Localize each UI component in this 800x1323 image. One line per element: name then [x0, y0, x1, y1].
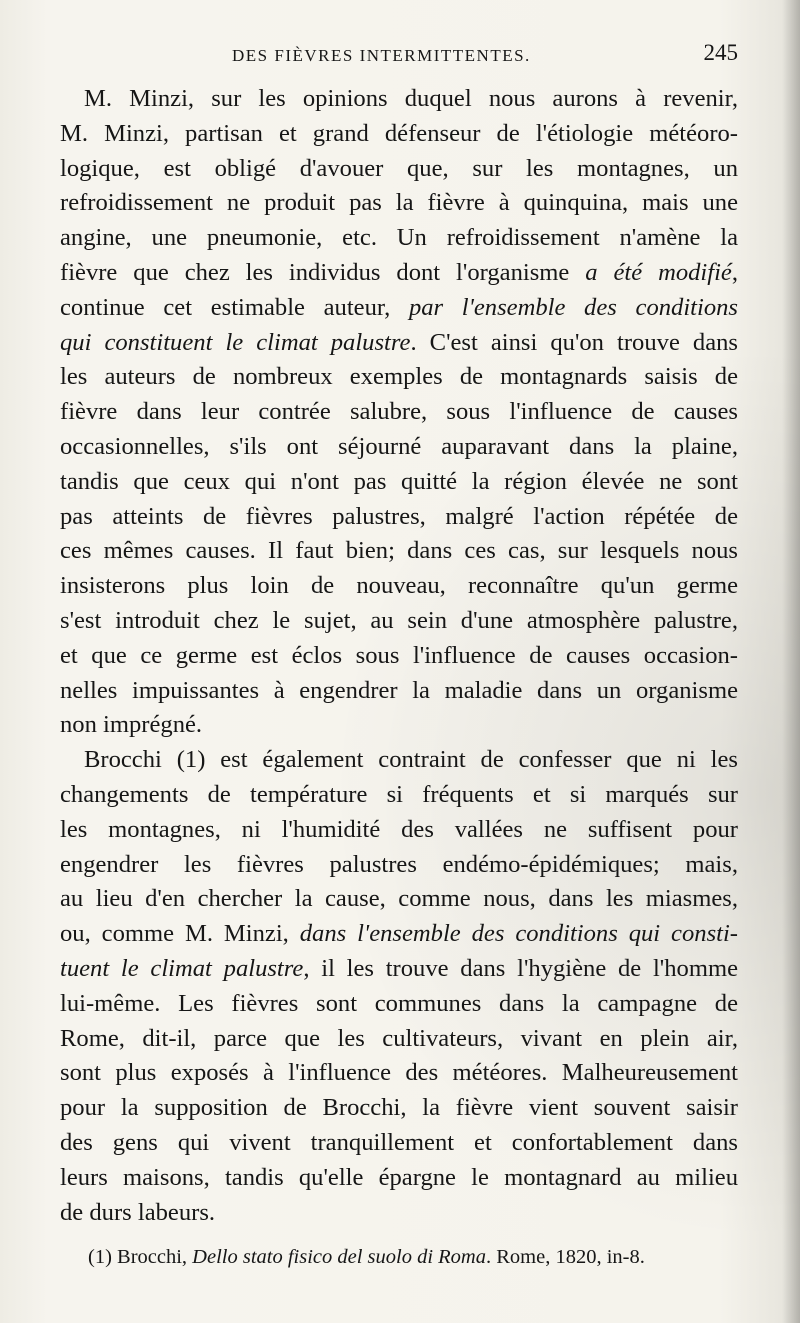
italic-span: qui constituent le climat palustre	[60, 328, 411, 356]
text-line	[60, 674, 738, 709]
page-edge-shadow	[782, 0, 800, 1323]
text-span: tandis que ceux qui n'ont pas quitté la région élevée ne sont	[60, 467, 738, 495]
text-line	[60, 778, 738, 813]
page-number: 245	[703, 40, 738, 65]
text-line	[60, 917, 738, 952]
text-span: au lieu d'en chercher la cause, comme nous, dans les miasmes,	[60, 885, 738, 913]
text-span: changements de température si fréquents et si marqués sur	[60, 780, 738, 808]
text-line	[60, 708, 738, 743]
text-span: fièvre que chez les individus dont l'organisme	[60, 258, 586, 286]
text-span: continue cet estimable auteur,	[60, 293, 409, 321]
text-line	[60, 952, 738, 987]
text-line	[60, 882, 738, 917]
text-line	[60, 534, 738, 569]
footnote-rest: . Rome, 1820, in-8.	[486, 1246, 645, 1268]
text-span: , il les trouve dans l'hygiène de l'homme	[303, 954, 738, 982]
text-line	[60, 604, 738, 639]
text-line	[60, 1056, 738, 1091]
body-text	[60, 82, 738, 1230]
text-span: non imprégné.	[60, 711, 203, 739]
text-span: angine, une pneumonie, etc. Un refroidissement n'amène la	[60, 224, 738, 252]
text-span: de durs labeurs.	[60, 1198, 216, 1226]
text-line	[60, 1091, 738, 1126]
text-line	[60, 1126, 738, 1161]
text-span: ces mêmes causes. Il faut bien; dans ces cas, sur lesquels nous	[60, 537, 738, 565]
text-line	[60, 639, 738, 674]
text-span: les auteurs de nombreux exemples de montagnards saisis de	[60, 363, 738, 391]
text-line	[60, 569, 738, 604]
text-span: des gens qui vivent tranquillement et confortablement dans	[60, 1128, 738, 1156]
text-span: sont plus exposés à l'influence des météores. Malheureusement	[60, 1059, 738, 1087]
text-span: Brocchi (1) est également contraint de confesser que ni les	[84, 746, 738, 774]
footnote-marker: (1) Brocchi,	[88, 1246, 193, 1268]
text-span: et que ce germe est éclos sous l'influence de causes occasion-	[60, 641, 738, 669]
text-line	[60, 500, 738, 535]
text-span: Rome, dit-il, parce que les cultivateurs, vivant en plein air,	[60, 1024, 738, 1052]
text-line	[60, 326, 738, 361]
text-line	[60, 117, 738, 152]
text-span: les montagnes, ni l'humidité des vallées ne suffisent pour	[60, 815, 738, 843]
text-span: pas atteints de fièvres palustres, malgré l'action répétée de	[60, 502, 738, 530]
page-header	[60, 36, 740, 76]
text-line	[60, 291, 738, 326]
text-line	[60, 1196, 738, 1231]
text-line	[60, 430, 738, 465]
text-span: pour la supposition de Brocchi, la fièvre vient souvent saisir	[60, 1094, 738, 1122]
text-line	[60, 360, 738, 395]
italic-span: tuent le climat palustre	[60, 954, 304, 982]
text-span: . C'est ainsi qu'on trouve dans	[410, 328, 738, 356]
text-line	[60, 813, 738, 848]
footnote-title: Dello stato fisico del suolo di Roma	[192, 1246, 486, 1268]
text-line	[60, 848, 738, 883]
text-span: occasionnelles, s'ils ont séjourné auparavant dans la plaine,	[60, 432, 738, 460]
text-line	[60, 1161, 738, 1196]
text-span: nelles impuissantes à engendrer la maladie dans un organisme	[60, 676, 738, 704]
italic-span: a été modifié	[585, 258, 732, 286]
text-span: engendrer les fièvres palustres endémo-épidémiques; mais,	[60, 850, 738, 878]
text-span: s'est introduit chez le sujet, au sein d'une atmosphère palustre,	[60, 606, 738, 634]
text-span: logique, est obligé d'avouer que, sur les montagnes, un	[60, 154, 738, 182]
text-line	[60, 743, 738, 778]
text-span: refroidissement ne produit pas la fièvre à quinquina, mais une	[60, 189, 738, 217]
running-head: DES FIÈVRES INTERMITTENTES.	[232, 46, 531, 65]
text-line	[60, 465, 738, 500]
italic-span: par l'ensemble des conditions	[408, 293, 738, 321]
italic-span: dans l'ensemble des conditions qui consti-	[299, 920, 738, 948]
text-line	[60, 186, 738, 221]
text-span: leurs maisons, tandis qu'elle épargne le montagnard au milieu	[60, 1163, 738, 1191]
footnote	[88, 1246, 738, 1269]
text-line	[60, 256, 738, 291]
text-span: M. Minzi, sur les opinions duquel nous aurons à revenir,	[84, 85, 738, 112]
text-span: insisterons plus loin de nouveau, reconnaître qu'un germe	[60, 572, 738, 600]
text-span: ou, comme M. Minzi,	[60, 920, 300, 948]
text-line	[60, 152, 738, 187]
text-line	[60, 987, 738, 1022]
text-span: M. Minzi, partisan et grand défenseur de l'étiologie météoro-	[60, 119, 738, 147]
text-span: ,	[731, 258, 738, 286]
text-line	[60, 1022, 738, 1057]
text-span: lui-même. Les fièvres sont communes dans la campagne de	[60, 989, 738, 1017]
text-line	[60, 221, 738, 256]
text-span: fièvre dans leur contrée salubre, sous l'influence de causes	[60, 398, 738, 426]
text-line	[60, 82, 738, 117]
text-line	[60, 395, 738, 430]
